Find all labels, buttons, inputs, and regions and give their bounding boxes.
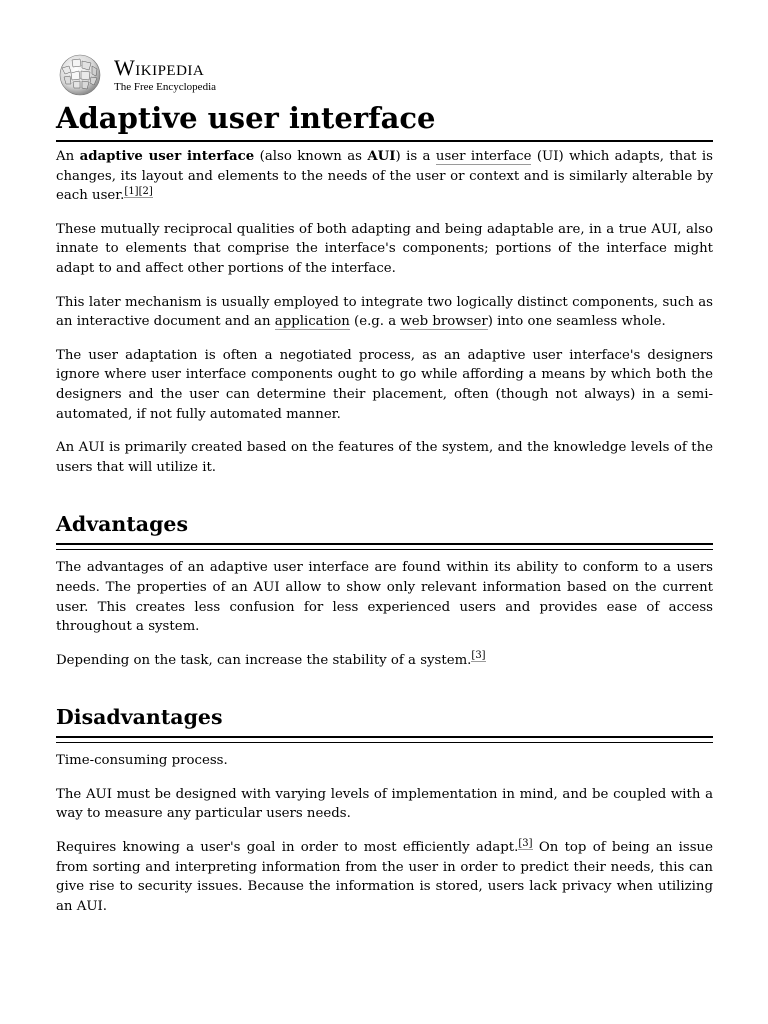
article-link[interactable]: application (274, 314, 350, 330)
paragraph (56, 751, 713, 771)
paragraph (56, 558, 713, 636)
text-run: (also known as (254, 149, 368, 164)
text-run: Requires knowing a user's goal in order to most efficiently adapt. (56, 840, 519, 856)
paragraph (56, 785, 713, 824)
citation-ref-label[interactable]: [2] (138, 185, 153, 197)
text-run: This later mechanism is usually employed to integrate two logically distinct components, such as an interactive document and an (56, 294, 713, 330)
text-run: An AUI is primarily created based on the features of the system, and the knowledge levels of the users that will utilize it. (56, 440, 713, 475)
section-heading: Advantages (56, 511, 713, 545)
brand-tagline: The Free Encyclopedia (114, 81, 217, 93)
brand-name: Wikipedia (114, 55, 205, 80)
wikipedia-brand[interactable] (56, 54, 713, 96)
citation-ref[interactable] (518, 838, 532, 850)
text-run: (e.g. a (349, 314, 401, 330)
text-run: An (56, 149, 80, 164)
paragraph (56, 220, 713, 279)
bold-term: AUI (367, 149, 396, 164)
citation-ref-label[interactable]: [1] (124, 185, 139, 197)
text-run: ) is a (395, 149, 436, 164)
citation-ref-label[interactable]: [3] (471, 650, 486, 662)
bold-term: adaptive user interface (79, 149, 255, 164)
citation-ref-label[interactable]: [3] (518, 837, 533, 849)
paragraph (56, 438, 713, 477)
article-link[interactable]: user interface (435, 149, 532, 164)
text-run: Depending on the task, can increase the stability of a system. (56, 652, 472, 668)
text-run: The user adaptation is often a negotiated process, as an adaptive user interface's designers ignore where user interface components ought to go while affording a means by which both the designers and the user can determine their placement, often (though not always) in a semi-automated, if not fully automated manner. (56, 347, 713, 422)
article-sections (56, 511, 713, 916)
citation-ref[interactable] (139, 186, 153, 198)
text-run: The advantages of an adaptive user interface are found within its ability to conform to a users needs. The properties of an AUI allow to show only relevant information based on the current user. This creates less confusion for less experienced users and provides ease of access throughout a system. (56, 560, 713, 635)
article-intro (56, 147, 713, 477)
paragraph (56, 293, 713, 332)
paragraph (56, 651, 713, 671)
text-run: (UI) which adapts, that is changes, its layout and elements to the needs of the user or context and is similarly alterable by each user. (56, 149, 713, 204)
text-run: ) into one seamless whole. (487, 314, 666, 330)
section-heading: Disadvantages (56, 704, 713, 738)
paragraph (56, 346, 713, 424)
wikipedia-globe-icon (56, 54, 104, 96)
citation-ref[interactable] (124, 186, 138, 198)
article-page (56, 54, 713, 916)
text-run: Time-consuming process. (56, 753, 228, 769)
text-run: These mutually reciprocal qualities of both adapting and being adaptable are, in a true AUI, also innate to elements that comprise the interface's components; portions of the interface might adapt to and affect other portions of the interface. (56, 221, 713, 276)
paragraph (56, 838, 713, 916)
article-link[interactable]: web browser (400, 314, 488, 330)
page-title: Adaptive user interface (56, 100, 713, 142)
brand-text (114, 57, 216, 93)
text-run: On top of being an issue from sorting and interpreting information from the user in order to predict their needs, this can give rise to security issues. Because the information is stored, users lack privacy when utilizing an AUI. (56, 840, 713, 914)
text-run: The AUI must be designed with varying levels of implementation in mind, and be coupled with a way to measure any particular users needs. (56, 786, 713, 822)
paragraph (56, 147, 713, 206)
citation-ref[interactable] (471, 650, 485, 662)
